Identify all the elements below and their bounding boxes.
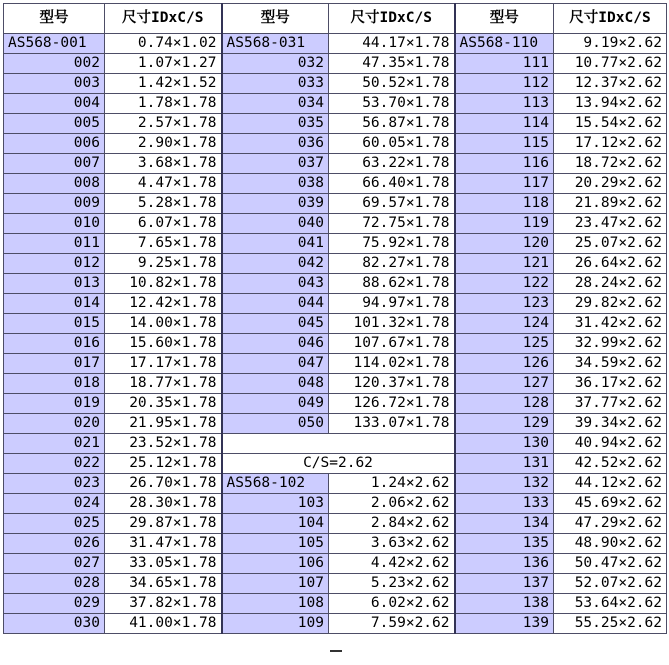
- table-row: [4, 154, 667, 174]
- bottom-dash-mark: [330, 650, 342, 652]
- model-cell: 032: [222, 54, 329, 74]
- size-cell: 21.89×2.62: [554, 194, 667, 214]
- model-cell: 017: [4, 354, 105, 374]
- size-cell: 25.12×1.78: [105, 454, 222, 474]
- size-cell: 40.94×2.62: [554, 434, 667, 454]
- size-cell: 3.68×1.78: [105, 154, 222, 174]
- table-row: [4, 374, 667, 394]
- header-model-1: 型号: [4, 4, 105, 34]
- size-cell: 47.35×1.78: [329, 54, 455, 74]
- model-cell: 007: [4, 154, 105, 174]
- size-cell: 20.35×1.78: [105, 394, 222, 414]
- model-cell: 025: [4, 514, 105, 534]
- size-cell: 29.87×1.78: [105, 514, 222, 534]
- model-cell: 048: [222, 374, 329, 394]
- model-cell: 117: [455, 174, 554, 194]
- table-row: [4, 534, 667, 554]
- size-cell: 9.25×1.78: [105, 254, 222, 274]
- model-cell: 126: [455, 354, 554, 374]
- model-cell: 113: [455, 94, 554, 114]
- size-cell: 7.59×2.62: [329, 614, 455, 634]
- table-row: [4, 274, 667, 294]
- table-row: [4, 574, 667, 594]
- size-cell: 82.27×1.78: [329, 254, 455, 274]
- model-cell: 024: [4, 494, 105, 514]
- size-cell: 47.29×2.62: [554, 514, 667, 534]
- table-row: [4, 314, 667, 334]
- size-cell: 7.65×1.78: [105, 234, 222, 254]
- model-cell: 131: [455, 454, 554, 474]
- size-cell: 1.78×1.78: [105, 94, 222, 114]
- table-row: [4, 214, 667, 234]
- model-cell: 042: [222, 254, 329, 274]
- model-cell: 133: [455, 494, 554, 514]
- model-cell: 049: [222, 394, 329, 414]
- model-cell: 014: [4, 294, 105, 314]
- size-cell: 50.52×1.78: [329, 74, 455, 94]
- model-cell: 114: [455, 114, 554, 134]
- size-cell: 72.75×1.78: [329, 214, 455, 234]
- model-cell: AS568-031: [222, 34, 329, 54]
- size-cell: 17.17×1.78: [105, 354, 222, 374]
- model-cell: 139: [455, 614, 554, 634]
- model-cell: AS568-110: [455, 34, 554, 54]
- model-cell: 108: [222, 594, 329, 614]
- model-cell: 116: [455, 154, 554, 174]
- header-model-3: 型号: [455, 4, 554, 34]
- table-row: [4, 254, 667, 274]
- size-cell: 2.06×2.62: [329, 494, 455, 514]
- size-cell: 5.28×1.78: [105, 194, 222, 214]
- size-cell: 6.07×1.78: [105, 214, 222, 234]
- size-cell: 53.64×2.62: [554, 594, 667, 614]
- model-cell: 006: [4, 134, 105, 154]
- size-cell: 37.77×2.62: [554, 394, 667, 414]
- size-cell: 26.64×2.62: [554, 254, 667, 274]
- size-cell: 4.42×2.62: [329, 554, 455, 574]
- size-cell: 2.84×2.62: [329, 514, 455, 534]
- model-cell: 111: [455, 54, 554, 74]
- size-cell: 2.57×1.78: [105, 114, 222, 134]
- model-cell: 105: [222, 534, 329, 554]
- header-size-3: 尺寸IDxC/S: [554, 4, 667, 34]
- model-cell: 005: [4, 114, 105, 134]
- model-cell: 041: [222, 234, 329, 254]
- model-cell: 008: [4, 174, 105, 194]
- size-cell: 1.42×1.52: [105, 74, 222, 94]
- table-row: [4, 554, 667, 574]
- model-cell: 028: [4, 574, 105, 594]
- header-size-1: 尺寸IDxC/S: [105, 4, 222, 34]
- size-cell: 26.70×1.78: [105, 474, 222, 494]
- size-cell: 15.54×2.62: [554, 114, 667, 134]
- size-cell: 6.02×2.62: [329, 594, 455, 614]
- size-cell: 126.72×1.78: [329, 394, 455, 414]
- model-cell: 037: [222, 154, 329, 174]
- model-cell: 124: [455, 314, 554, 334]
- table-row: [4, 414, 667, 434]
- table-row: [4, 174, 667, 194]
- size-cell: 21.95×1.78: [105, 414, 222, 434]
- size-cell: 0.74×1.02: [105, 34, 222, 54]
- model-cell: 034: [222, 94, 329, 114]
- size-cell: 28.24×2.62: [554, 274, 667, 294]
- model-cell: 120: [455, 234, 554, 254]
- size-cell: 53.70×1.78: [329, 94, 455, 114]
- model-cell: 121: [455, 254, 554, 274]
- model-cell: 036: [222, 134, 329, 154]
- size-cell: 56.87×1.78: [329, 114, 455, 134]
- model-cell: 019: [4, 394, 105, 414]
- oring-size-table-container: [3, 3, 666, 634]
- model-cell: 003: [4, 74, 105, 94]
- table-row: [4, 454, 667, 474]
- model-cell: 122: [455, 274, 554, 294]
- oring-size-table: [3, 3, 667, 634]
- size-cell: 55.25×2.62: [554, 614, 667, 634]
- model-cell: 004: [4, 94, 105, 114]
- size-cell: 133.07×1.78: [329, 414, 455, 434]
- model-cell: AS568-001: [4, 34, 105, 54]
- size-cell: 101.32×1.78: [329, 314, 455, 334]
- model-cell: 106: [222, 554, 329, 574]
- model-cell: 020: [4, 414, 105, 434]
- size-cell: 17.12×2.62: [554, 134, 667, 154]
- size-cell: 36.17×2.62: [554, 374, 667, 394]
- model-cell: 030: [4, 614, 105, 634]
- size-cell: 34.59×2.62: [554, 354, 667, 374]
- table-body: [4, 4, 667, 634]
- model-cell: 023: [4, 474, 105, 494]
- size-cell: 3.63×2.62: [329, 534, 455, 554]
- table-row: [4, 494, 667, 514]
- size-cell: 45.69×2.62: [554, 494, 667, 514]
- size-cell: 5.23×2.62: [329, 574, 455, 594]
- size-cell: 94.97×1.78: [329, 294, 455, 314]
- table-row: [4, 74, 667, 94]
- table-row: [4, 394, 667, 414]
- size-cell: 75.92×1.78: [329, 234, 455, 254]
- model-cell: 047: [222, 354, 329, 374]
- model-cell: 138: [455, 594, 554, 614]
- model-cell: 015: [4, 314, 105, 334]
- table-row: [4, 34, 667, 54]
- size-cell: 1.24×2.62: [329, 474, 455, 494]
- model-cell: 002: [4, 54, 105, 74]
- model-cell: 044: [222, 294, 329, 314]
- size-cell: 39.34×2.62: [554, 414, 667, 434]
- model-cell: 010: [4, 214, 105, 234]
- size-cell: 9.19×2.62: [554, 34, 667, 54]
- size-cell: 2.90×1.78: [105, 134, 222, 154]
- model-cell: 029: [4, 594, 105, 614]
- model-cell: 040: [222, 214, 329, 234]
- model-cell: 012: [4, 254, 105, 274]
- table-row: [4, 54, 667, 74]
- size-cell: 52.07×2.62: [554, 574, 667, 594]
- size-cell: 25.07×2.62: [554, 234, 667, 254]
- model-cell: 118: [455, 194, 554, 214]
- model-cell: AS568-102: [222, 474, 329, 494]
- header-size-2: 尺寸IDxC/S: [329, 4, 455, 34]
- size-cell: 15.60×1.78: [105, 334, 222, 354]
- model-cell: 039: [222, 194, 329, 214]
- model-cell: 127: [455, 374, 554, 394]
- table-row: [4, 134, 667, 154]
- size-cell: 107.67×1.78: [329, 334, 455, 354]
- model-cell: 109: [222, 614, 329, 634]
- model-cell: 022: [4, 454, 105, 474]
- model-cell: 046: [222, 334, 329, 354]
- size-cell: 41.00×1.78: [105, 614, 222, 634]
- model-cell: 135: [455, 534, 554, 554]
- header-model-2: 型号: [222, 4, 329, 34]
- cross-section-note: C/S=2.62: [222, 454, 455, 474]
- size-cell: 18.77×1.78: [105, 374, 222, 394]
- model-cell: 134: [455, 514, 554, 534]
- size-cell: 63.22×1.78: [329, 154, 455, 174]
- model-cell: 107: [222, 574, 329, 594]
- size-cell: 23.52×1.78: [105, 434, 222, 454]
- size-cell: 12.42×1.78: [105, 294, 222, 314]
- size-cell: 10.77×2.62: [554, 54, 667, 74]
- model-cell: 035: [222, 114, 329, 134]
- table-row: [4, 354, 667, 374]
- size-cell: 13.94×2.62: [554, 94, 667, 114]
- table-row: [4, 114, 667, 134]
- model-cell: 103: [222, 494, 329, 514]
- model-cell: 026: [4, 534, 105, 554]
- size-cell: 37.82×1.78: [105, 594, 222, 614]
- size-cell: 33.05×1.78: [105, 554, 222, 574]
- model-cell: 128: [455, 394, 554, 414]
- table-row: [4, 234, 667, 254]
- table-row: [4, 614, 667, 634]
- model-cell: 033: [222, 74, 329, 94]
- size-cell: 12.37×2.62: [554, 74, 667, 94]
- model-cell: 115: [455, 134, 554, 154]
- table-row: [4, 594, 667, 614]
- size-cell: 44.12×2.62: [554, 474, 667, 494]
- size-cell: 48.90×2.62: [554, 534, 667, 554]
- model-cell: 050: [222, 414, 329, 434]
- model-cell: 011: [4, 234, 105, 254]
- model-cell: 125: [455, 334, 554, 354]
- model-cell: 021: [4, 434, 105, 454]
- model-cell: 130: [455, 434, 554, 454]
- model-cell: 009: [4, 194, 105, 214]
- size-cell: 44.17×1.78: [329, 34, 455, 54]
- size-cell: 10.82×1.78: [105, 274, 222, 294]
- size-cell: 60.05×1.78: [329, 134, 455, 154]
- table-row: [4, 334, 667, 354]
- size-cell: 20.29×2.62: [554, 174, 667, 194]
- size-cell: 66.40×1.78: [329, 174, 455, 194]
- table-row: [4, 294, 667, 314]
- model-cell: 136: [455, 554, 554, 574]
- model-cell: 104: [222, 514, 329, 534]
- header-row: [4, 4, 667, 34]
- size-cell: 4.47×1.78: [105, 174, 222, 194]
- size-cell: 31.47×1.78: [105, 534, 222, 554]
- table-row: [4, 474, 667, 494]
- size-cell: 42.52×2.62: [554, 454, 667, 474]
- table-row: [4, 514, 667, 534]
- size-cell: 69.57×1.78: [329, 194, 455, 214]
- model-cell: 043: [222, 274, 329, 294]
- model-cell: 129: [455, 414, 554, 434]
- model-cell: 027: [4, 554, 105, 574]
- table-row: [4, 434, 667, 454]
- model-cell: 123: [455, 294, 554, 314]
- size-cell: 50.47×2.62: [554, 554, 667, 574]
- table-row: [4, 94, 667, 114]
- empty-cell: [222, 434, 455, 454]
- size-cell: 32.99×2.62: [554, 334, 667, 354]
- size-cell: 1.07×1.27: [105, 54, 222, 74]
- model-cell: 018: [4, 374, 105, 394]
- model-cell: 119: [455, 214, 554, 234]
- size-cell: 28.30×1.78: [105, 494, 222, 514]
- model-cell: 112: [455, 74, 554, 94]
- model-cell: 132: [455, 474, 554, 494]
- model-cell: 016: [4, 334, 105, 354]
- size-cell: 29.82×2.62: [554, 294, 667, 314]
- model-cell: 045: [222, 314, 329, 334]
- model-cell: 137: [455, 574, 554, 594]
- size-cell: 31.42×2.62: [554, 314, 667, 334]
- model-cell: 038: [222, 174, 329, 194]
- size-cell: 88.62×1.78: [329, 274, 455, 294]
- size-cell: 14.00×1.78: [105, 314, 222, 334]
- model-cell: 013: [4, 274, 105, 294]
- size-cell: 34.65×1.78: [105, 574, 222, 594]
- size-cell: 23.47×2.62: [554, 214, 667, 234]
- size-cell: 114.02×1.78: [329, 354, 455, 374]
- size-cell: 18.72×2.62: [554, 154, 667, 174]
- size-cell: 120.37×1.78: [329, 374, 455, 394]
- table-row: [4, 194, 667, 214]
